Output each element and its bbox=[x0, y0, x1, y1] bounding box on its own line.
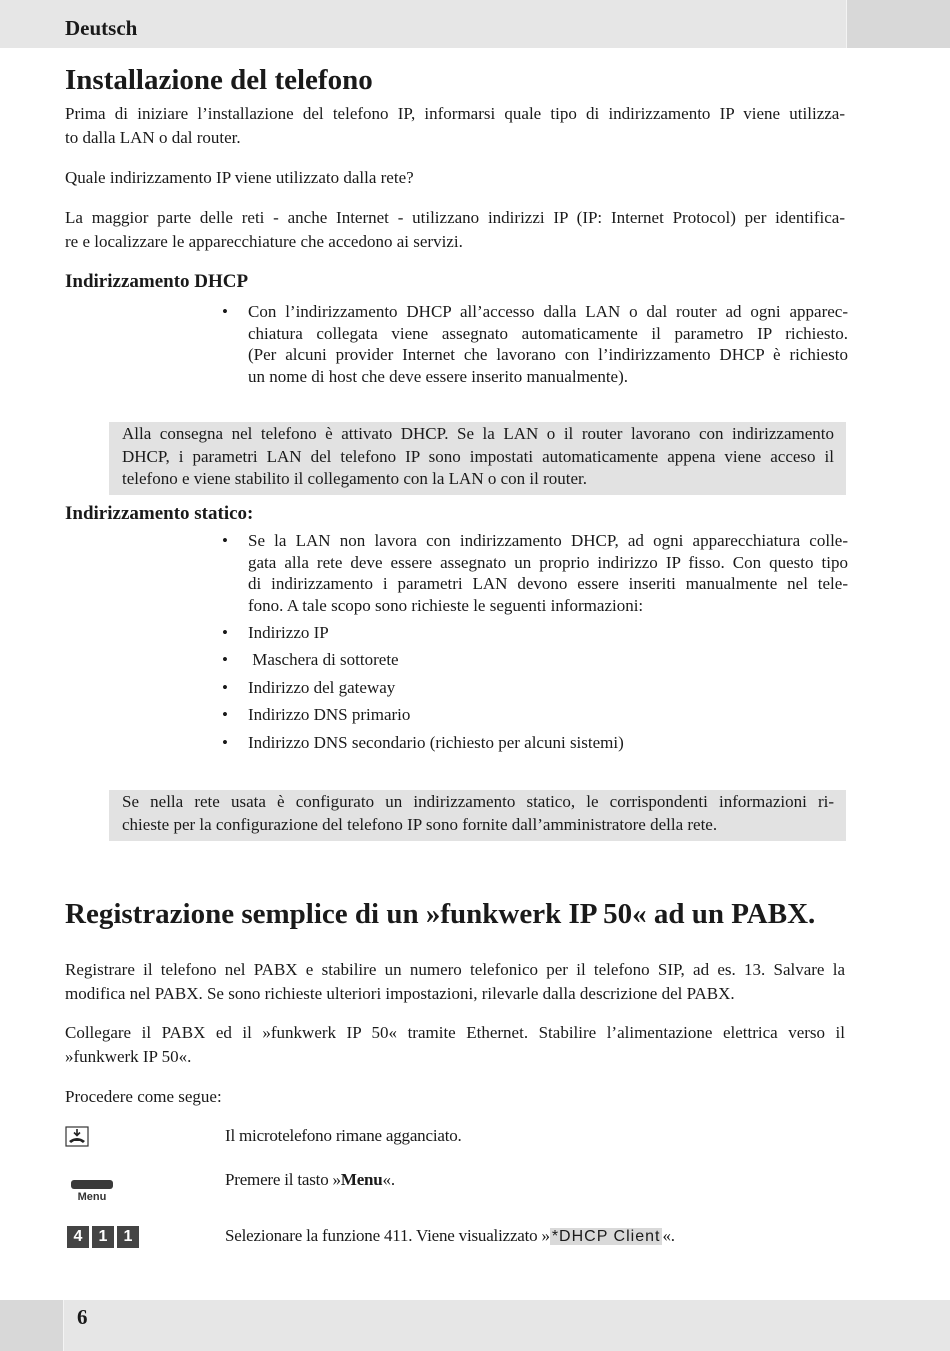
section-title-installation: Installazione del telefono bbox=[65, 64, 373, 96]
text-line: telefono e viene stabilito il collegamento con la LAN o con il router. bbox=[122, 469, 588, 488]
heading-dhcp: Indirizzamento DHCP bbox=[65, 271, 249, 292]
header-tab bbox=[846, 0, 950, 48]
heading-static: Indirizzamento statico: bbox=[65, 503, 254, 524]
list-item bbox=[222, 649, 847, 671]
bullet-marker: • bbox=[222, 623, 228, 642]
list-item bbox=[222, 622, 847, 644]
menu-key bbox=[71, 1180, 113, 1189]
text-line: DHCP, i parametri LAN del telefono IP sono impostati automaticamente appena viene acceso il bbox=[122, 446, 834, 466]
menu-keyword: Menu bbox=[340, 1170, 383, 1189]
header-bar bbox=[0, 0, 950, 48]
text-line: »funkwerk IP 50«. bbox=[65, 1047, 192, 1066]
list-item-text: Indirizzo DNS primario bbox=[248, 705, 411, 724]
footer-tab bbox=[0, 1300, 64, 1351]
static-bullet bbox=[222, 530, 847, 618]
text-line: Se nella rete usata è configurato un indirizzamento statico, le corrispondenti informazioni ri- bbox=[122, 792, 834, 811]
list-item-text: Indirizzo IP bbox=[248, 623, 329, 642]
networks-paragraph bbox=[65, 206, 845, 254]
intro-paragraph bbox=[65, 102, 845, 150]
step-on-hook-text: Il microtelefono rimane agganciato. bbox=[225, 1126, 462, 1145]
dhcp-note-box bbox=[109, 422, 846, 495]
footer-bar bbox=[0, 1300, 950, 1351]
text-line: re e localizzare le apparecchiature che accedono ai servizi. bbox=[65, 232, 463, 251]
text-line: Se la LAN non lavora con indirizzamento DHCP, ad ogni apparecchiatura colle- bbox=[248, 531, 848, 550]
digit-key: 1 bbox=[117, 1226, 139, 1248]
register-paragraph bbox=[65, 958, 845, 1006]
text-line: Alla consegna nel telefono è attivato DHCP. Se la LAN o il router lavorano con indirizzamento bbox=[122, 424, 834, 443]
text-line: Con l’indirizzamento DHCP all’accesso dalla LAN o dal router ad ogni apparec- bbox=[248, 302, 848, 321]
digit-key: 1 bbox=[92, 1226, 114, 1248]
text-line: Prima di iniziare l’installazione del telefono IP, informarsi quale tipo di indirizzamento IP viene utilizza- bbox=[65, 104, 845, 123]
page-number: 6 bbox=[77, 1305, 88, 1329]
text-line: to dalla LAN o dal router. bbox=[65, 128, 241, 147]
text-line: chiatura collegata viene assegnato automaticamente il parametro IP richiesto. bbox=[248, 323, 848, 343]
list-item-text: Maschera di sottorete bbox=[248, 650, 399, 669]
step-select-text bbox=[225, 1226, 675, 1246]
text-line: (Per alcuni provider Internet che lavorano con l’indirizzamento DHCP è richiesto bbox=[248, 345, 848, 364]
step-text-part: «. bbox=[382, 1170, 395, 1189]
text-line: chieste per la configurazione del telefono IP sono fornite dall’amministratore della rete. bbox=[122, 814, 718, 834]
connect-paragraph bbox=[65, 1021, 845, 1069]
list-item bbox=[222, 677, 847, 699]
text-line: modifica nel PABX. Se sono richieste ulteriori impostazioni, rilevarle dalla descrizione del PABX. bbox=[65, 984, 735, 1003]
display-text: *DHCP Client bbox=[551, 1228, 661, 1245]
list-item bbox=[222, 704, 847, 726]
digit-key: 4 bbox=[67, 1226, 89, 1248]
step-menu-text bbox=[225, 1170, 395, 1190]
text-line: La maggior parte delle reti - anche Internet - utilizzano indirizzi IP (IP: Internet Protocol) per identifica- bbox=[65, 208, 845, 227]
step-text-part: «. bbox=[662, 1226, 675, 1245]
menu-key-label: Menu bbox=[77, 1191, 107, 1203]
bullet-marker: • bbox=[222, 650, 228, 669]
bullet-marker: • bbox=[222, 733, 228, 752]
static-note-box bbox=[109, 790, 846, 841]
header-language: Deutsch bbox=[65, 16, 138, 40]
bullet-marker: • bbox=[222, 678, 228, 697]
text-line: un nome di host che deve essere inserito manualmente). bbox=[248, 366, 629, 386]
step-text-part: Selezionare la funzione 411. Viene visualizzato » bbox=[225, 1226, 550, 1245]
bullet-marker: • bbox=[222, 531, 228, 550]
list-item bbox=[222, 732, 847, 754]
list-item-text: Indirizzo DNS secondario (richiesto per alcuni sistemi) bbox=[248, 733, 624, 752]
handset-on-hook-icon bbox=[65, 1126, 89, 1147]
section-title-registration: Registrazione semplice di un »funkwerk IP 50« ad un PABX. bbox=[65, 898, 816, 930]
text-line: Registrare il telefono nel PABX e stabilire un numero telefonico per il telefono SIP, ad es. 13. Salvare la bbox=[65, 960, 845, 979]
text-line: di indirizzamento i parametri LAN devono essere inseriti manualmente nel tele- bbox=[248, 574, 848, 593]
text-line: Collegare il PABX ed il »funkwerk IP 50« tramite Ethernet. Stabilire l’alimentazione elettrica verso il bbox=[65, 1023, 845, 1042]
menu-key-icon bbox=[69, 1180, 115, 1206]
bullet-marker: • bbox=[222, 302, 228, 321]
dhcp-bullet bbox=[222, 301, 847, 389]
procedure-label: Procedere come segue: bbox=[65, 1087, 222, 1106]
list-item-text: Indirizzo del gateway bbox=[248, 678, 396, 697]
step-text-part: Premere il tasto » bbox=[225, 1170, 341, 1189]
bullet-marker: • bbox=[222, 705, 228, 724]
question-paragraph: Quale indirizzamento IP viene utilizzato dalla rete? bbox=[65, 168, 414, 187]
digit-keys bbox=[67, 1226, 139, 1248]
text-line: gata alla rete deve essere assegnato un proprio indirizzo IP fisso. Con questo tipo bbox=[248, 552, 848, 572]
text-line: fono. A tale scopo sono richieste le seguenti informazioni: bbox=[248, 595, 644, 615]
